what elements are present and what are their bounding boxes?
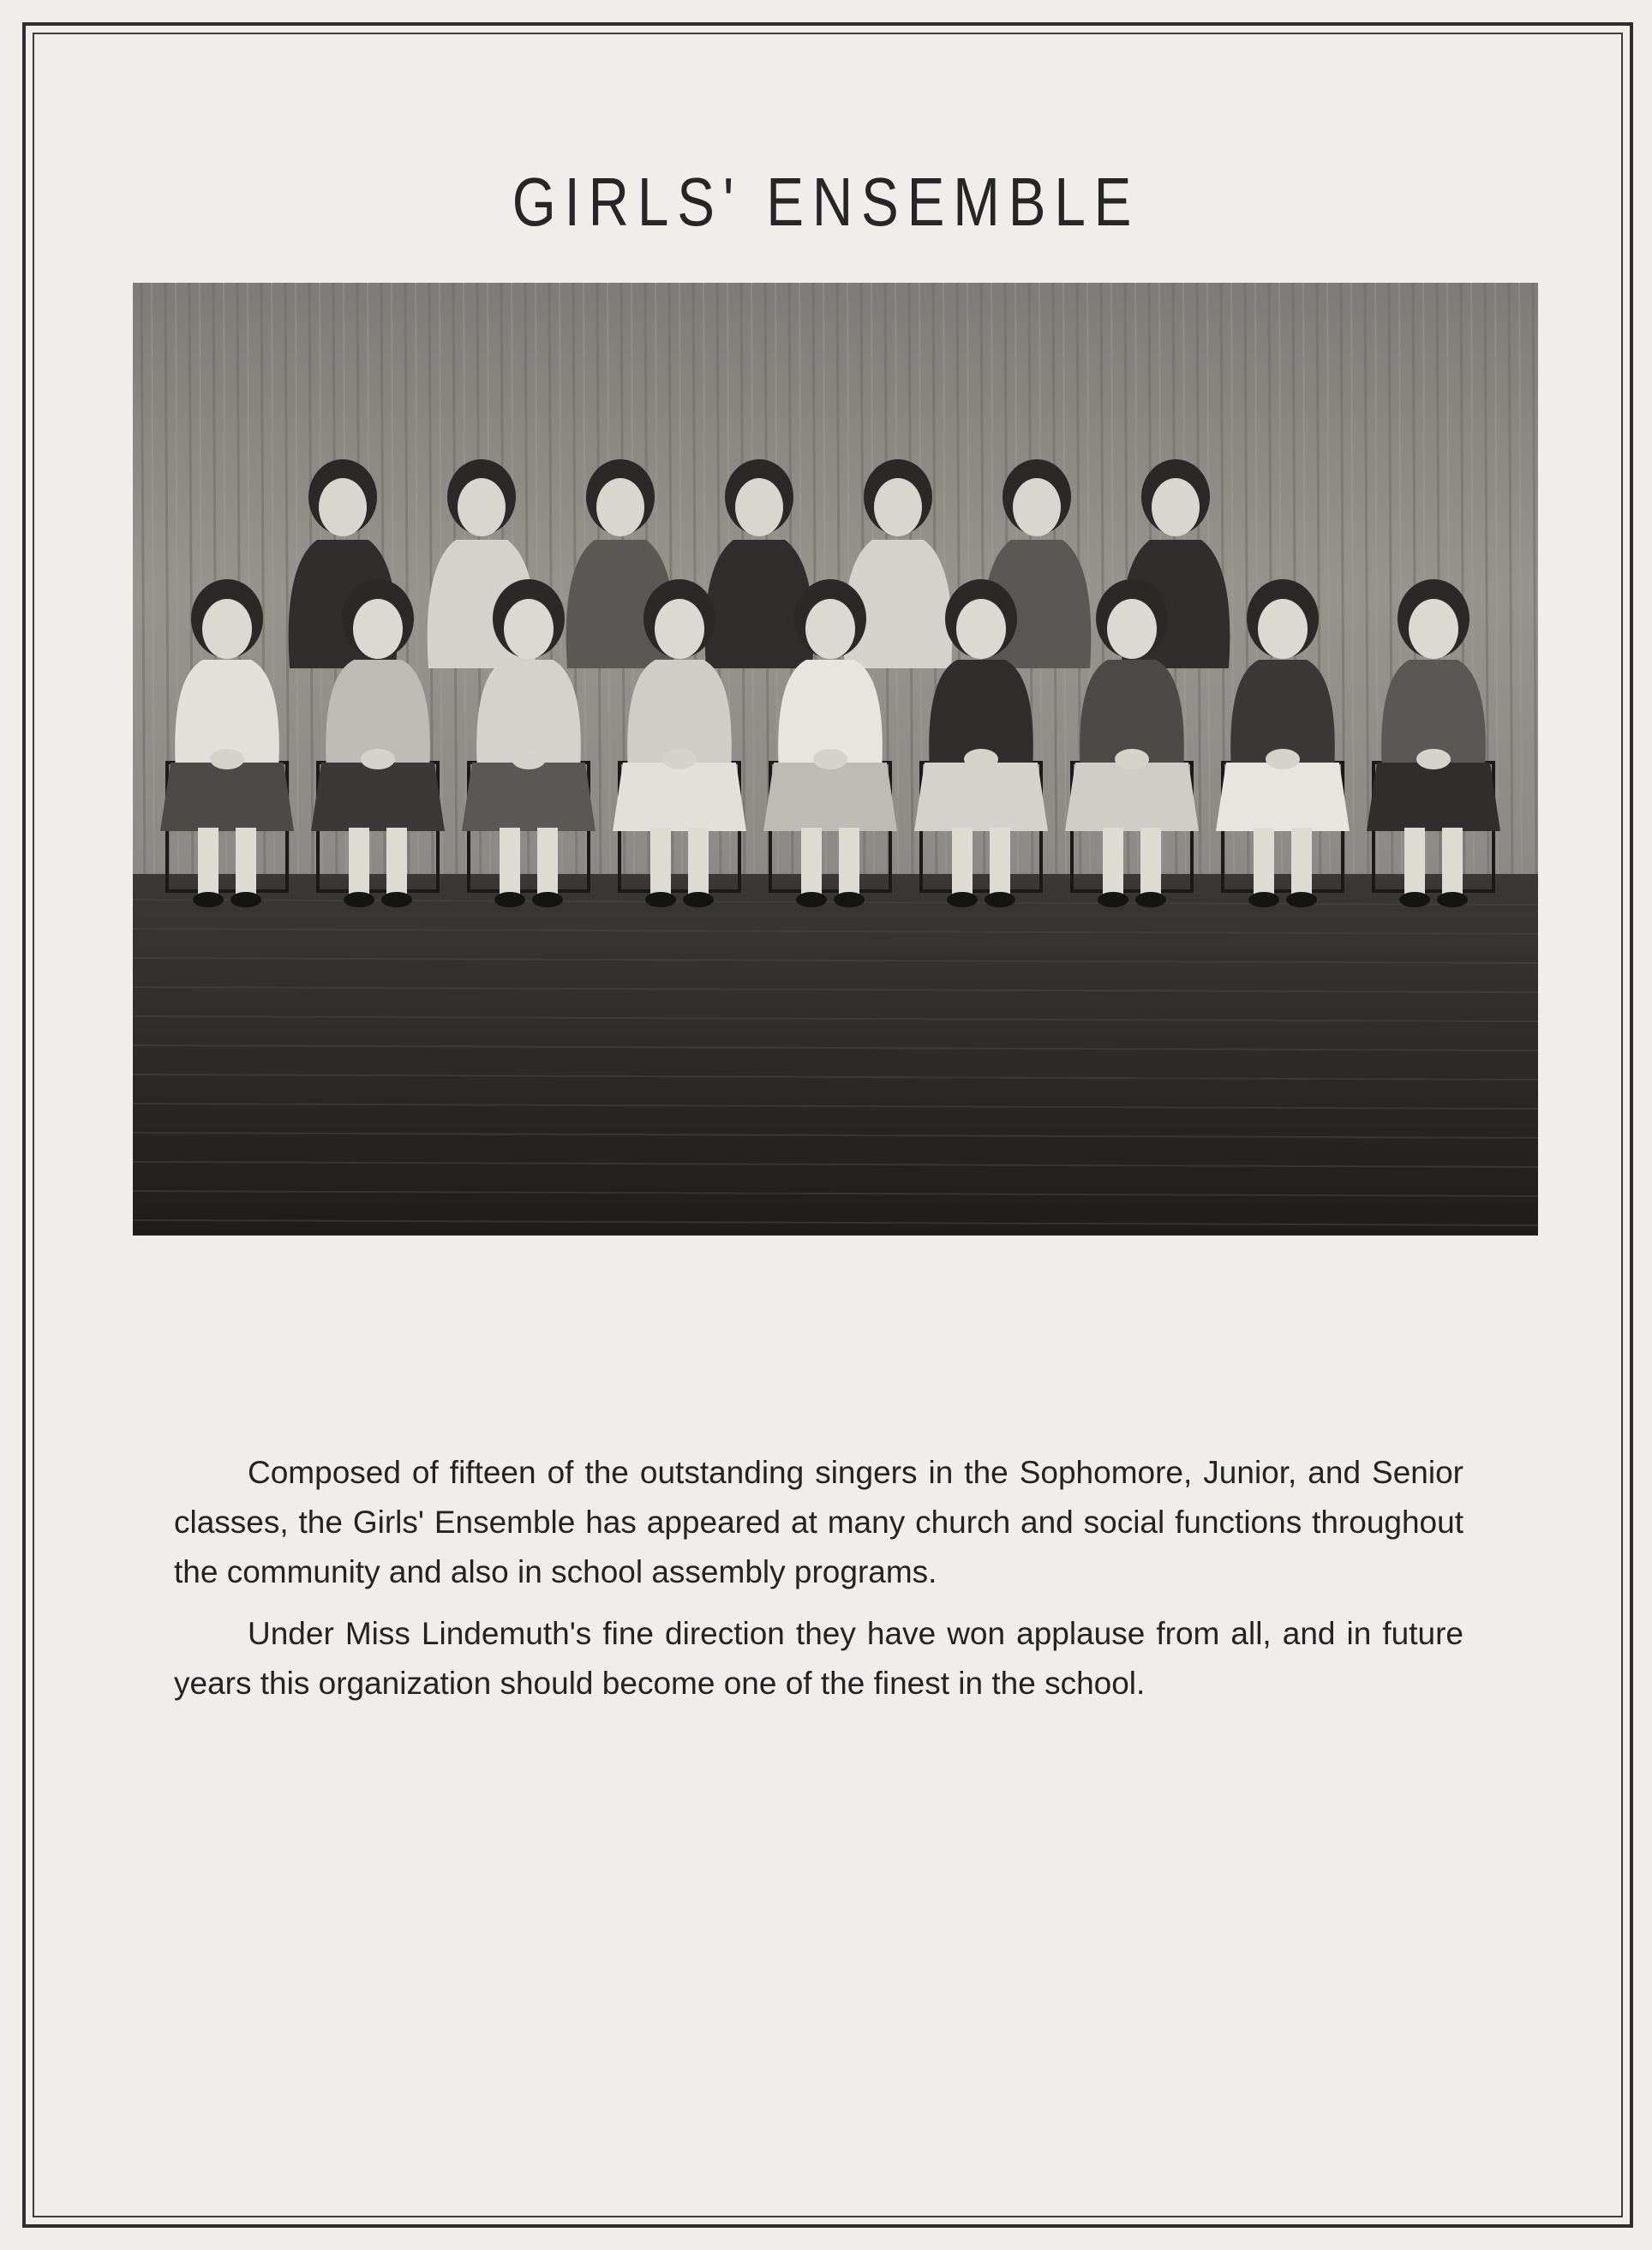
paragraph-1: Composed of fifteen of the outstanding singers in the Sophomore, Junior, and Senior classes, the Girls' Ensemble has appeared at many church and social functions throughout the community and also in school assembly programs. xyxy=(174,1455,1463,1589)
page-title: GIRLS' ENSEMBLE xyxy=(512,163,1140,240)
article-body xyxy=(174,1448,1463,1720)
group-photo xyxy=(133,283,1538,1236)
paragraph-2: Under Miss Lindemuth's fine direction they have won applause from all, and in future years this organization should become one of the finest in the school. xyxy=(174,1616,1463,1701)
group-photo-image xyxy=(133,283,1538,1236)
